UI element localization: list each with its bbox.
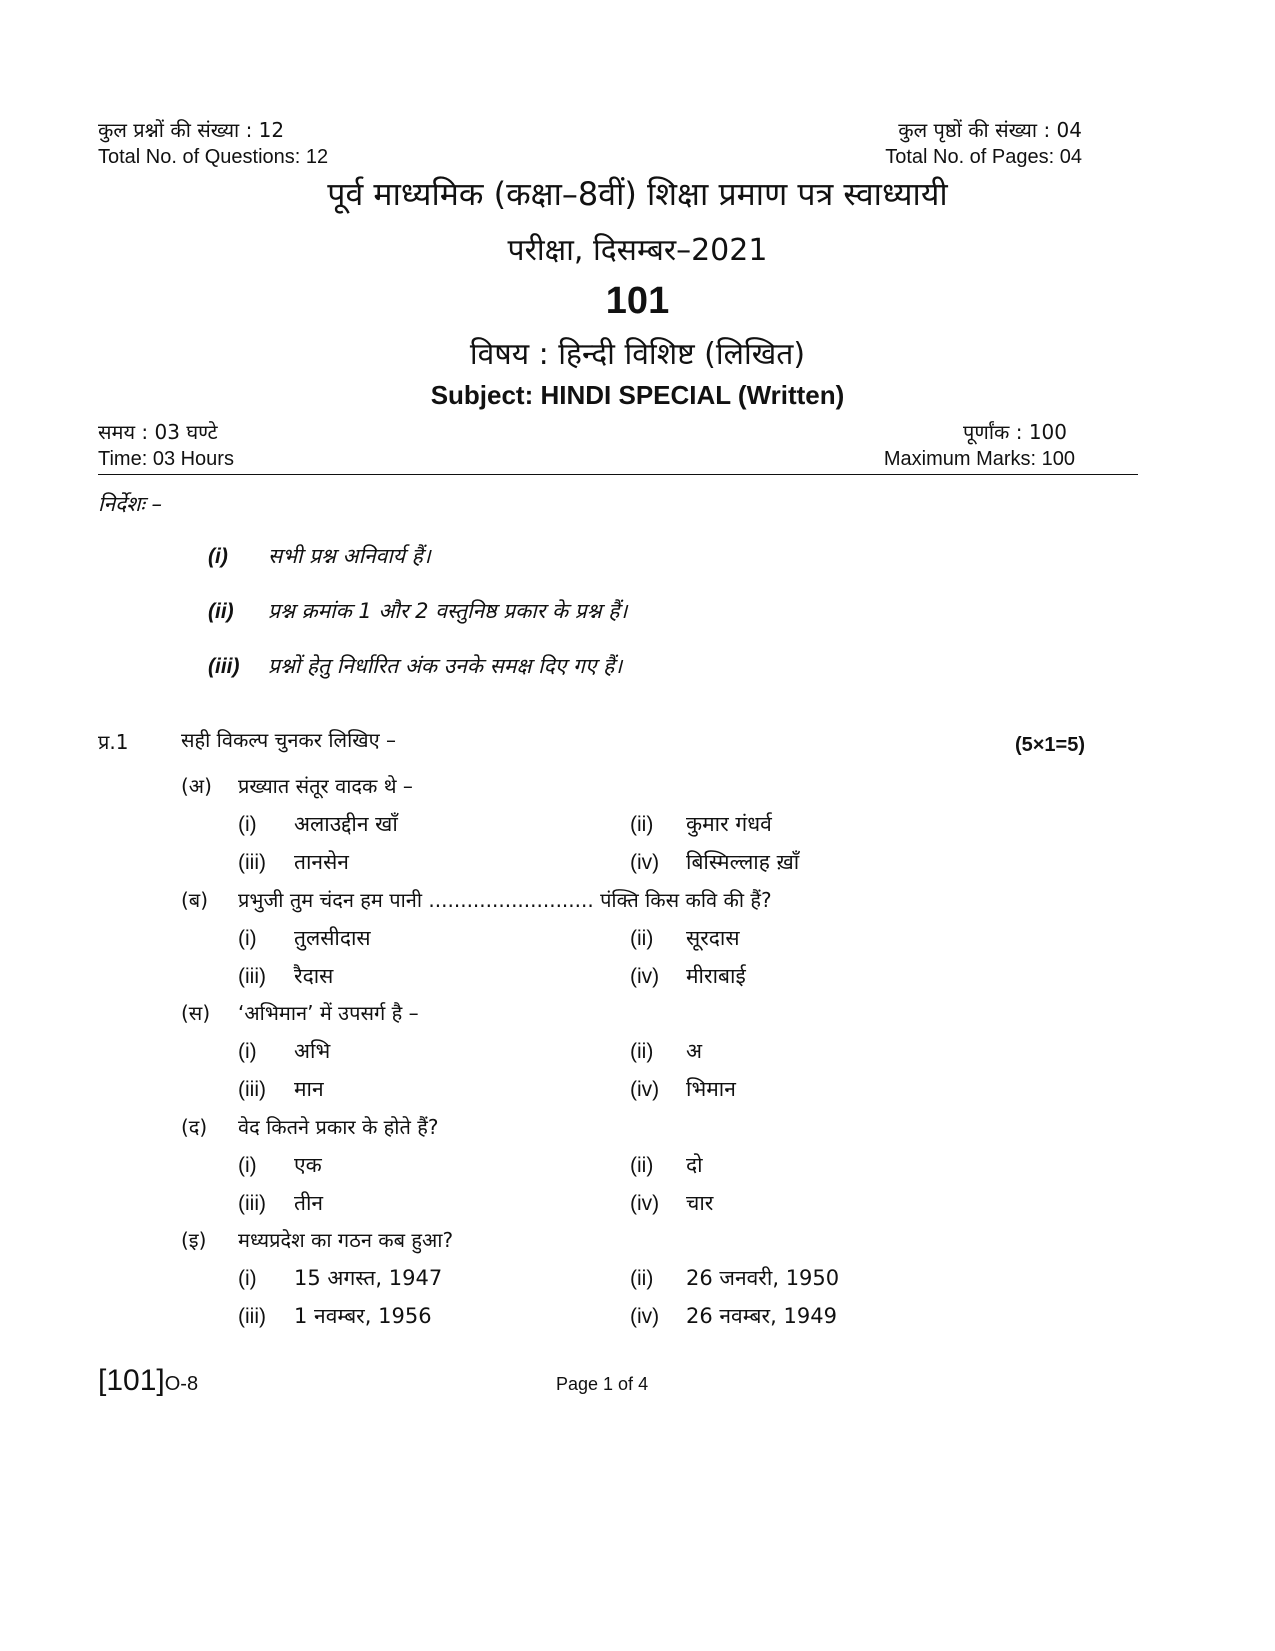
option-text: भिमान bbox=[686, 1077, 736, 1101]
sub-question-text: ‘अभिमान’ में उपसर्ग है – bbox=[238, 1001, 419, 1025]
sub-question-text: प्रभुजी तुम चंदन हम पानी .......................... पंक्ति किस कवि की हैं? bbox=[238, 888, 772, 912]
option-text: बिस्मिल्लाह ख़ाँ bbox=[686, 850, 800, 874]
total-pages-hindi: कुल पृष्ठों की संख्या : 04 bbox=[898, 118, 1082, 142]
option bbox=[238, 1075, 324, 1103]
option bbox=[630, 848, 799, 876]
option-number: (i) bbox=[238, 1154, 257, 1177]
instruction-number: (i) bbox=[208, 545, 228, 568]
max-marks-hindi: पूर्णांक : 100 bbox=[963, 420, 1067, 444]
option-text: तानसेन bbox=[294, 850, 349, 874]
instructions-heading: निर्देशः – bbox=[98, 492, 162, 516]
option-number: (iv) bbox=[630, 851, 660, 874]
option-number: (i) bbox=[238, 1267, 257, 1290]
option-text: तीन bbox=[294, 1191, 324, 1215]
option-text: दो bbox=[686, 1153, 703, 1177]
option bbox=[630, 1302, 837, 1330]
option-text: 1 नवम्बर, 1956 bbox=[294, 1304, 432, 1328]
option bbox=[238, 924, 371, 952]
option bbox=[630, 1189, 713, 1217]
option-number: (iii) bbox=[238, 851, 266, 874]
max-marks-english: Maximum Marks: 100 bbox=[883, 448, 1075, 470]
option bbox=[630, 962, 746, 990]
sub-question-label: (अ) bbox=[181, 774, 212, 798]
option-number: (i) bbox=[238, 813, 257, 836]
option-number: (ii) bbox=[630, 1154, 654, 1177]
exam-title-line2: परीक्षा, दिसम्बर–2021 bbox=[507, 233, 768, 268]
instruction-text: प्रश्न क्रमांक 1 और 2 वस्तुनिष्ठ प्रकार के प्रश्न हैं। bbox=[268, 599, 628, 623]
option bbox=[630, 1075, 736, 1103]
option-number: (iv) bbox=[630, 1192, 660, 1215]
option-text: अलाउद्दीन खाँ bbox=[294, 812, 398, 836]
sub-question-text: वेद कितने प्रकार के होते हैं? bbox=[238, 1115, 439, 1139]
option-text: एक bbox=[294, 1153, 322, 1177]
option-text: 15 अगस्त, 1947 bbox=[294, 1266, 443, 1290]
option-text: चार bbox=[686, 1191, 714, 1215]
total-questions-hindi: कुल प्रश्नों की संख्या : 12 bbox=[98, 118, 285, 142]
option-text: अभि bbox=[294, 1039, 331, 1063]
instruction-number: (ii) bbox=[208, 600, 234, 623]
option-number: (iii) bbox=[238, 1192, 266, 1215]
footer-code-main: [101] bbox=[98, 1364, 165, 1397]
time-english: Time: 03 Hours bbox=[98, 448, 234, 470]
option-number: (ii) bbox=[630, 813, 654, 836]
option-text: 26 नवम्बर, 1949 bbox=[686, 1304, 837, 1328]
header-divider bbox=[98, 474, 1138, 475]
option-text: मीराबाई bbox=[686, 964, 746, 988]
instruction-item bbox=[208, 597, 627, 625]
option bbox=[238, 962, 333, 990]
instruction-text: प्रश्नों हेतु निर्धारित अंक उनके समक्ष दिए गए हैं। bbox=[268, 654, 623, 678]
question-label: प्र.1 bbox=[98, 730, 129, 754]
option-text: कुमार गंधर्व bbox=[686, 812, 772, 836]
question-marks: (5×1=5) bbox=[1014, 734, 1085, 756]
option-number: (iii) bbox=[238, 965, 266, 988]
option-number: (ii) bbox=[630, 927, 654, 950]
option-number: (iv) bbox=[630, 1305, 660, 1328]
sub-question-label: (इ) bbox=[181, 1228, 207, 1252]
exam-title-line1: पूर्व माध्यमिक (कक्षा–8वीं) शिक्षा प्रमाण पत्र स्वाध्यायी bbox=[327, 175, 948, 213]
option-number: (iv) bbox=[630, 965, 660, 988]
instruction-text: सभी प्रश्न अनिवार्य हैं। bbox=[268, 544, 431, 568]
option-number: (ii) bbox=[630, 1040, 654, 1063]
option bbox=[238, 1264, 442, 1292]
sub-question-text: मध्यप्रदेश का गठन कब हुआ? bbox=[238, 1228, 454, 1252]
instruction-item bbox=[208, 652, 622, 680]
question-text: सही विकल्प चुनकर लिखिए – bbox=[181, 728, 397, 752]
subject-hindi: विषय : हिन्दी विशिष्ट (लिखित) bbox=[469, 337, 806, 372]
total-questions-english: Total No. of Questions: 12 bbox=[98, 146, 329, 168]
option-text: तुलसीदास bbox=[294, 926, 371, 950]
option-text: 26 जनवरी, 1950 bbox=[686, 1266, 840, 1290]
option bbox=[630, 924, 740, 952]
sub-question-text: प्रख्यात संतूर वादक थे – bbox=[238, 774, 413, 798]
instruction-number: (iii) bbox=[208, 655, 240, 678]
page-number: Page 1 of 4 bbox=[556, 1374, 649, 1394]
option bbox=[238, 1037, 330, 1065]
subject-english: Subject: HINDI SPECIAL (Written) bbox=[430, 380, 845, 410]
option bbox=[238, 1189, 323, 1217]
option-text: मान bbox=[294, 1077, 324, 1101]
sub-question-label: (ब) bbox=[181, 888, 209, 912]
instruction-item bbox=[208, 542, 431, 570]
option bbox=[238, 848, 349, 876]
total-pages-english: Total No. of Pages: 04 bbox=[885, 146, 1082, 168]
option bbox=[630, 1264, 839, 1292]
option bbox=[238, 810, 398, 838]
option-number: (iv) bbox=[630, 1078, 660, 1101]
option-number: (i) bbox=[238, 927, 257, 950]
option-text: अ bbox=[686, 1039, 703, 1063]
option bbox=[630, 1151, 703, 1179]
sub-question-label: (द) bbox=[181, 1115, 208, 1139]
option-text: रैदास bbox=[294, 964, 334, 988]
time-hindi: समय : 03 घण्टे bbox=[98, 420, 218, 444]
option-number: (iii) bbox=[238, 1078, 266, 1101]
option bbox=[630, 810, 772, 838]
option-text: सूरदास bbox=[686, 926, 740, 950]
option bbox=[238, 1151, 322, 1179]
option-number: (ii) bbox=[630, 1267, 654, 1290]
footer-code-suffix: O-8 bbox=[164, 1373, 199, 1395]
paper-code: 101 bbox=[605, 280, 670, 322]
sub-question-label: (स) bbox=[181, 1001, 211, 1025]
option-number: (iii) bbox=[238, 1305, 266, 1328]
option-number: (i) bbox=[238, 1040, 257, 1063]
footer-paper-code bbox=[98, 1364, 198, 1398]
option bbox=[238, 1302, 432, 1330]
option bbox=[630, 1037, 702, 1065]
